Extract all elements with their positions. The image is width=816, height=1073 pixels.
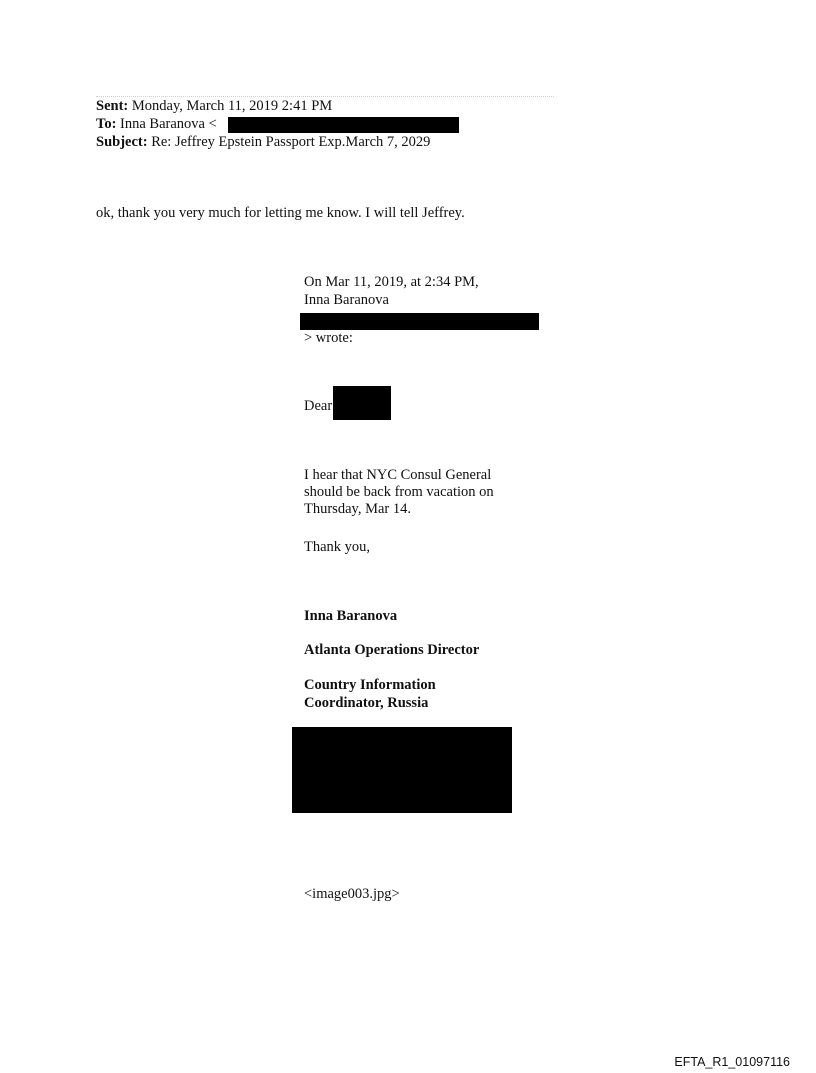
subject-line <box>96 134 430 151</box>
redaction-recipient-name <box>333 386 391 420</box>
redaction-signature-contact <box>292 727 512 813</box>
signature-title-operations: Atlanta Operations Director <box>304 642 480 658</box>
header-divider <box>96 96 554 97</box>
quote-paragraph: I hear that NYC Consul General should be back from vacation on Thursday, Mar 14. <box>304 467 494 517</box>
reply-text: ok, thank you very much for letting me know. I will tell Jeffrey. <box>96 205 465 221</box>
quote-wrote: > wrote: <box>304 330 353 346</box>
quote-intro-line1: On Mar 11, 2019, at 2:34 PM, <box>304 274 479 290</box>
to-line <box>96 116 217 133</box>
redaction-sender-email <box>300 313 539 330</box>
sent-label: Sent: <box>96 98 129 114</box>
signature-title-country-line2: Coordinator, Russia <box>304 695 429 711</box>
subject-value: Re: Jeffrey Epstein Passport Exp.March 7, 2029 <box>151 134 431 150</box>
to-value: Inna Baranova < <box>120 116 217 132</box>
attachment-placeholder: <image003.jpg> <box>304 886 400 902</box>
signature-title-country-line1: Country Information <box>304 677 436 693</box>
document-id: EFTA_R1_01097116 <box>674 1055 790 1069</box>
subject-label: Subject: <box>96 134 148 150</box>
quote-greeting: Dear <box>304 398 333 414</box>
to-label: To: <box>96 116 117 132</box>
sent-line <box>96 98 332 115</box>
quote-intro-line2: Inna Baranova <box>304 292 389 308</box>
quote-closing: Thank you, <box>304 539 371 555</box>
signature-name: Inna Baranova <box>304 608 398 624</box>
redaction-to-email <box>228 117 459 133</box>
sent-value: Monday, March 11, 2019 2:41 PM <box>131 98 333 114</box>
